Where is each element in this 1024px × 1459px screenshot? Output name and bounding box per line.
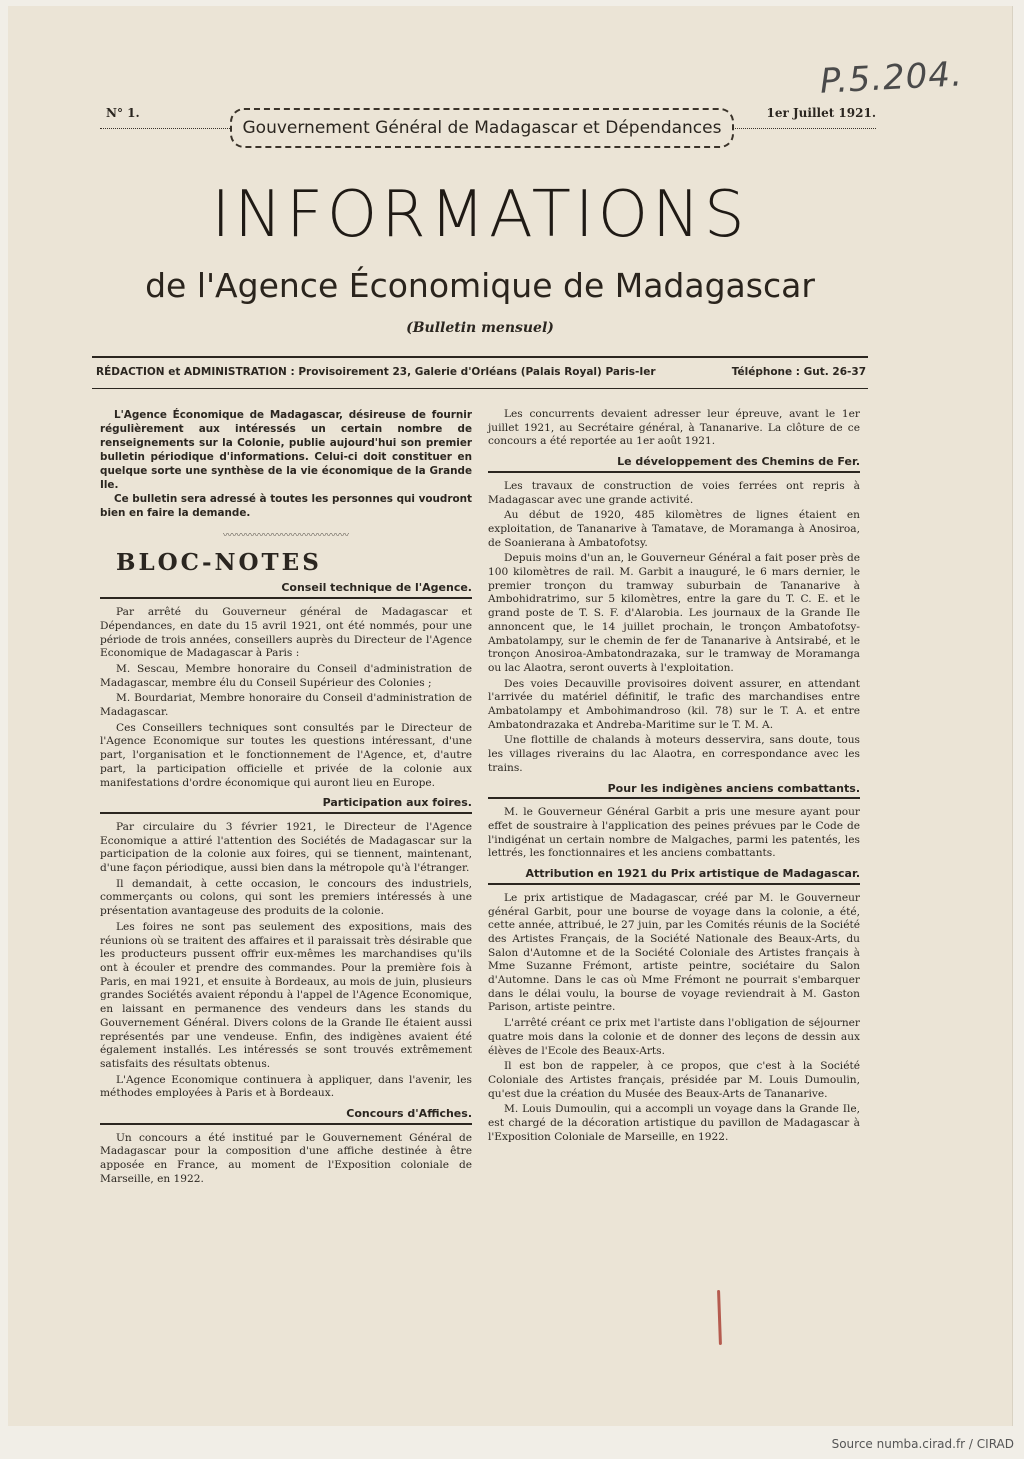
issue-date: 1er Juillet 1921. xyxy=(766,106,876,120)
paragraph: Des voies Decauville provisoires doivent assurer, en attendant l'arrivée du matériel définitif, le trafic des marchandises entre Ambatolampy et Ambohimandroso (kil. 78) sur le T. A. et entre Ambatondrazaka et Andreba-Maritime sur le T. M. A. xyxy=(488,677,860,731)
paragraph: Ce bulletin sera adressé à toutes les personnes qui voudront bien en faire la demande. xyxy=(100,493,472,519)
paragraph: L'Agence Economique continuera à appliquer, dans l'avenir, les méthodes employées à Paris et à Bordeaux. xyxy=(100,1073,472,1100)
paragraph: Il demandait, à cette occasion, le concours des industriels, commerçants ou colons, qui sont les premiers intéressés à une présentation avantageuse des produits de la colonie. xyxy=(100,877,472,918)
bulletin-label: (Bulletin mensuel) xyxy=(406,320,554,336)
paragraph: Les foires ne sont pas seulement des expositions, mais des réunions où se traitent des affaires et il paraissait très désirable que les producteurs pussent offrir eux-mêmes les marchandises qu'ils ont à écouler et prendre des commandes. Pour la première fois à Paris, en mai 1921, et ensuite à Bordeaux, au mois de juin, plusieurs grandes Sociétés avaient répondu à l'appel de l'Agence Economique, en laissant en permanence des vendeurs dans les stands du Gouvernement Général. Divers colons de la Grande Ile étaient aussi représentés par une vendeuse. Enfin, des indigènes avaient été également installés. Les intéressés se sont trouvés extrêmement satisfaits des résultats obtenus. xyxy=(100,920,472,1070)
paragraph: Une flottille de chalands à moteurs desservira, sans doute, tous les villages riverains du lac Alaotra, en correspondance avec les trains. xyxy=(488,734,860,774)
paragraph: M. Sescau, Membre honoraire du Conseil d'administration de Madagascar, membre élu du Conseil Supérieur des Colonies ; xyxy=(100,662,472,689)
paragraph: M. le Gouverneur Général Garbit a pris une mesure ayant pour effet de soustraire à l'application des peines prévues par le Code de l'indigénat un certain nombre de Malgaches, parmi les patentés, les lettrés, les fonctionnaires et les anciens combattants. xyxy=(488,806,860,860)
divider xyxy=(92,356,868,358)
paragraph: Ces Conseillers techniques sont consultés par le Directeur de l'Agence Economique sur toutes les questions intéressant, d'une part, l'organisation et le fonctionnement de l'Agence, et, d'autre part, la participation officielle et privée de la colonie aux manifestations d'ordre économique qui auront lieu en Europe. xyxy=(100,721,472,789)
paragraph: Le prix artistique de Madagascar, créé par M. le Gouverneur général Garbit, pour une bourse de voyage dans la colonie, a été, cette année, attribué, le 27 juin, par les Comités réunis de la Société des Artistes Français, de la Société Nationale des Beaux-Arts, du Salon d'Automne et de la Société Coloniale des Artistes français à Mme Suzanne Frémont, artiste peintre, sociétaire du Salon d'Automne. Dans le cas où Mme Frémont ne pourrait s'embarquer dans le délai voulu, la bourse de voyage reviendrait à M. Gaston Parison, artiste peintre. xyxy=(488,891,860,1014)
paragraph: L'Agence Économique de Madagascar, désireuse de fournir régulièrement aux intéressés un certain nombre de renseignements sur la Colonie, publie aujourd'hui son premier bulletin périodique d'informations. Celui-ci doit constituer en quelque sorte une synthèse de la vie économique de la Grande Ile. xyxy=(100,409,472,491)
divider xyxy=(92,388,868,389)
paragraph: Les travaux de construction de voies ferrées ont repris à Madagascar avec une grande activité. xyxy=(488,479,860,506)
issue-row xyxy=(100,106,876,156)
paragraph: Par arrêté du Gouverneur général de Madagascar et Dépendances, en date du 15 avril 1921, ont été nommés, pour une période de trois années, conseillers auprès du Directeur de l'Agence Economique de Madagascar à Paris : xyxy=(100,606,472,660)
paragraph: M. Louis Dumoulin, qui a accompli un voyage dans la Grande Ile, est chargé de la décoration artistique du pavillon de Madagascar à l'Exposition Coloniale de Marseille, en 1922. xyxy=(488,1103,860,1143)
section-heading: Attribution en 1921 du Prix artistique de Madagascar. xyxy=(488,867,860,885)
paragraph: Par circulaire du 3 février 1921, le Directeur de l'Agence Economique a attiré l'attention des Sociétés de Madagascar sur la participation de la colonie aux foires, qui se tiennent, maintenant, d'une façon périodique, aussi bien dans la métropole qu'à l'étranger. xyxy=(100,820,472,875)
section-heading: Le développement des Chemins de Fer. xyxy=(488,455,860,473)
government-banner: Gouvernement Général de Madagascar et Dépendances xyxy=(230,108,734,148)
redaction-address: RÉDACTION et ADMINISTRATION : Provisoirement 23, Galerie d'Orléans (Palais Royal) Paris-Ier xyxy=(96,366,656,378)
section-heading: Pour les indigènes anciens combattants. xyxy=(488,782,860,800)
intro-lead xyxy=(100,408,472,520)
redaction-line xyxy=(96,366,866,378)
section-heading: Participation aux foires. xyxy=(100,796,472,814)
source-credit: Source numba.cirad.fr / CIRAD xyxy=(831,1437,1014,1451)
paragraph: Il est bon de rappeler, à ce propos, que c'est à la Société Coloniale des Artistes français, présidée par M. Louis Dumoulin, qu'est due la création du Musée des Beaux-Arts de Tananarive. xyxy=(488,1060,860,1100)
issue-number: N° 1. xyxy=(106,106,140,120)
section-heading: Concours d'Affiches. xyxy=(100,1107,472,1125)
paragraph: Un concours a été institué par le Gouvernement Général de Madagascar pour la composition d'une affiche destinée à être apposée en France, au moment de l'Exposition coloniale de Marseille, en 1922. xyxy=(100,1131,472,1185)
handwritten-shelfmark: P.5.204. xyxy=(819,54,964,102)
right-column xyxy=(488,408,860,1146)
paragraph: Au début de 1920, 485 kilomètres de lignes étaient en exploitation, de Tananarive à Tamatave, de Moramanga à Anosiroa, de Soanierana à Ambatofotsy. xyxy=(488,509,860,549)
telephone: Téléphone : Gut. 26-37 xyxy=(731,366,866,378)
paragraph: Depuis moins d'un an, le Gouverneur Général a fait poser près de 100 kilomètres de rail. M. Garbit a inauguré, le 6 mars dernier, le premier tronçon du tramway suburbain de Tananarive à Ambohidratrimo, sur 5 kilomètres, entre la gare du T. C. E. et le grand poste de T. S. F. d'Alarobia. Les journaux de la Grande Ile annoncent que, le 14 juillet prochain, le tronçon Ambatofotsy-Ambatolampy, sur le chemin de fer de Tananarive à Antsirabé, et le tronçon Anosiroa-Ambatondrazaka, sur le tramway de Moramanga ou lac Alaotra, seront ouverts à l'exploitation. xyxy=(488,552,860,674)
left-column xyxy=(100,408,472,1189)
paragraph: Les concurrents devaient adresser leur épreuve, avant le 1er juillet 1921, au Secrétaire général, à Tananarive. La clôture de ce concours a été reportée au 1er août 1921. xyxy=(488,408,860,448)
bloc-notes-title: BLOC-NOTES xyxy=(116,548,322,576)
masthead-subtitle: de l'Agence Économique de Madagascar xyxy=(145,266,815,305)
paragraph: L'arrêté créant ce prix met l'artiste dans l'obligation de séjourner quatre mois dans la colonie et de donner des leçons de dessin aux élèves de l'Ecole des Beaux-Arts. xyxy=(488,1017,860,1057)
masthead-title: INFORMATIONS xyxy=(211,178,749,252)
ornament: 〰〰〰〰〰〰〰〰〰〰〰〰〰〰 xyxy=(222,531,349,541)
section-heading: Conseil technique de l'Agence. xyxy=(100,581,472,599)
paragraph: M. Bourdariat, Membre honoraire du Conseil d'administration de Madagascar. xyxy=(100,692,472,719)
